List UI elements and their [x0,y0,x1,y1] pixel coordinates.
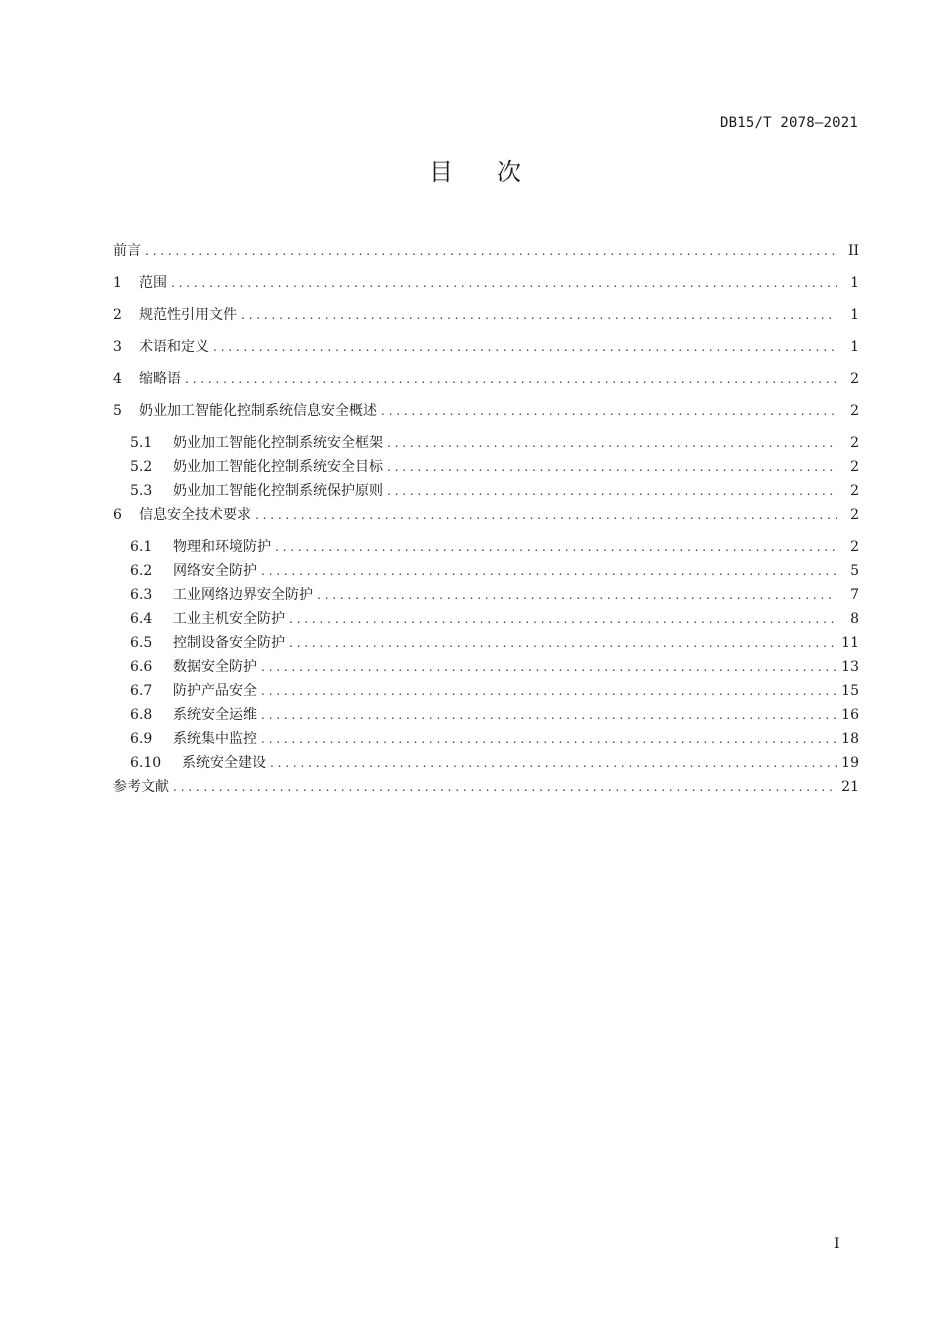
dot-leader [261,703,837,727]
toc-entry-label: 数据安全防护 [173,659,257,675]
toc-entry-number: 6.9 [130,731,153,747]
toc-entry-page: 1 [850,307,859,323]
toc-entry[interactable] [113,751,859,775]
toc-entry[interactable] [113,335,859,367]
toc-entry-number: 1 [113,275,122,291]
standard-code: DB15/T 2078—2021 [719,115,858,131]
toc-entry-label: 物理和环境防护 [173,539,271,555]
toc-entry-label: 奶业加工智能化控制系统安全目标 [173,459,383,475]
toc-entry-label: 范围 [139,275,167,291]
toc-entry-number: 6.10 [130,755,162,771]
toc-entry-number: 2 [113,307,122,323]
toc-entry-page: 2 [850,507,859,523]
toc-entry[interactable] [113,607,859,631]
toc-entry[interactable] [113,679,859,703]
toc-entry[interactable] [113,775,859,807]
toc-entry[interactable] [113,727,859,751]
toc-entry[interactable] [113,655,859,679]
toc-entry-page: 13 [841,659,859,675]
toc-entry-label: 系统安全建设 [182,755,266,771]
toc-entry-label: 防护产品安全 [173,683,257,699]
toc-entry-label: 奶业加工智能化控制系统保护原则 [173,483,383,499]
toc-entry-label: 工业网络边界安全防护 [173,587,313,603]
toc-entry[interactable] [113,703,859,727]
toc-entry-label: 规范性引用文件 [139,307,237,323]
toc-entry-number: 5 [113,403,122,419]
toc-entry[interactable] [113,503,859,535]
toc-entry-label: 信息安全技术要求 [139,507,251,523]
toc-entry-number: 4 [113,371,122,387]
toc-entry-number: 6.5 [130,635,153,651]
dot-leader [261,559,837,583]
toc-entry-page: 7 [850,587,859,603]
toc-entry-number: 6.7 [130,683,153,699]
toc-entry-page: 2 [850,371,859,387]
toc-entry-page: 2 [850,435,859,451]
toc-entry[interactable] [113,559,859,583]
dot-leader [173,775,837,799]
toc-entry-page: 2 [850,403,859,419]
dot-leader [387,455,837,479]
toc-entry-page: 11 [841,635,859,651]
dot-leader [145,239,837,263]
toc-entry-label: 奶业加工智能化控制系统信息安全概述 [139,403,377,419]
toc-entry-label: 控制设备安全防护 [173,635,285,651]
toc-entry-number: 5.2 [130,459,153,475]
toc-entry-label: 系统集中监控 [173,731,257,747]
dot-leader [387,431,837,455]
toc-entry[interactable] [113,303,859,335]
page-title: 目次 [429,158,565,186]
dot-leader [275,535,837,559]
dot-leader [387,479,837,503]
toc-entry-page: 8 [850,611,859,627]
toc-entry-page: 21 [841,779,859,795]
toc-entry-page: 19 [841,755,859,771]
toc-entry-number: 5.3 [130,483,153,499]
toc-entry-page: 15 [841,683,859,699]
dot-leader [317,583,837,607]
toc-entry-label: 参考文献 [113,779,169,795]
table-of-contents [113,239,859,807]
dot-leader [289,631,837,655]
toc-entry[interactable] [113,271,859,303]
toc-entry-page: 16 [841,707,859,723]
toc-entry-page: 18 [841,731,859,747]
page-number: I [834,1236,840,1252]
toc-entry-page: 1 [850,275,859,291]
dot-leader [381,399,837,423]
toc-entry-label: 缩略语 [139,371,181,387]
toc-entry-label: 前言 [113,243,141,259]
toc-entry-label: 系统安全运维 [173,707,257,723]
toc-entry-page: 1 [850,339,859,355]
toc-entry-page: 2 [850,483,859,499]
dot-leader [261,727,837,751]
toc-entry[interactable] [113,479,859,503]
toc-entry[interactable] [113,631,859,655]
dot-leader [185,367,837,391]
dot-leader [261,679,837,703]
toc-entry-page: II [847,243,859,259]
toc-entry-page: 2 [850,459,859,475]
dot-leader [255,503,837,527]
dot-leader [261,655,837,679]
toc-entry-page: 5 [850,563,859,579]
toc-entry-number: 3 [113,339,122,355]
dot-leader [270,751,837,775]
toc-entry[interactable] [113,535,859,559]
toc-entry-number: 6.1 [130,539,153,555]
dot-leader [241,303,837,327]
dot-leader [213,335,837,359]
toc-entry[interactable] [113,583,859,607]
toc-entry[interactable] [113,431,859,455]
toc-entry-number: 6 [113,507,122,523]
toc-entry[interactable] [113,455,859,479]
toc-entry-label: 网络安全防护 [173,563,257,579]
toc-entry-label: 术语和定义 [139,339,209,355]
dot-leader [171,271,837,295]
toc-entry-page: 2 [850,539,859,555]
toc-entry-label: 奶业加工智能化控制系统安全框架 [173,435,383,451]
toc-entry-number: 6.2 [130,563,153,579]
dot-leader [289,607,837,631]
toc-entry-label: 工业主机安全防护 [173,611,285,627]
toc-entry[interactable] [113,399,859,431]
toc-entry-number: 6.3 [130,587,153,603]
toc-entry-number: 5.1 [130,435,153,451]
toc-entry-number: 6.4 [130,611,153,627]
toc-entry[interactable] [113,367,859,399]
toc-entry-number: 6.8 [130,707,153,723]
toc-entry-number: 6.6 [130,659,153,675]
toc-entry[interactable] [113,239,859,271]
